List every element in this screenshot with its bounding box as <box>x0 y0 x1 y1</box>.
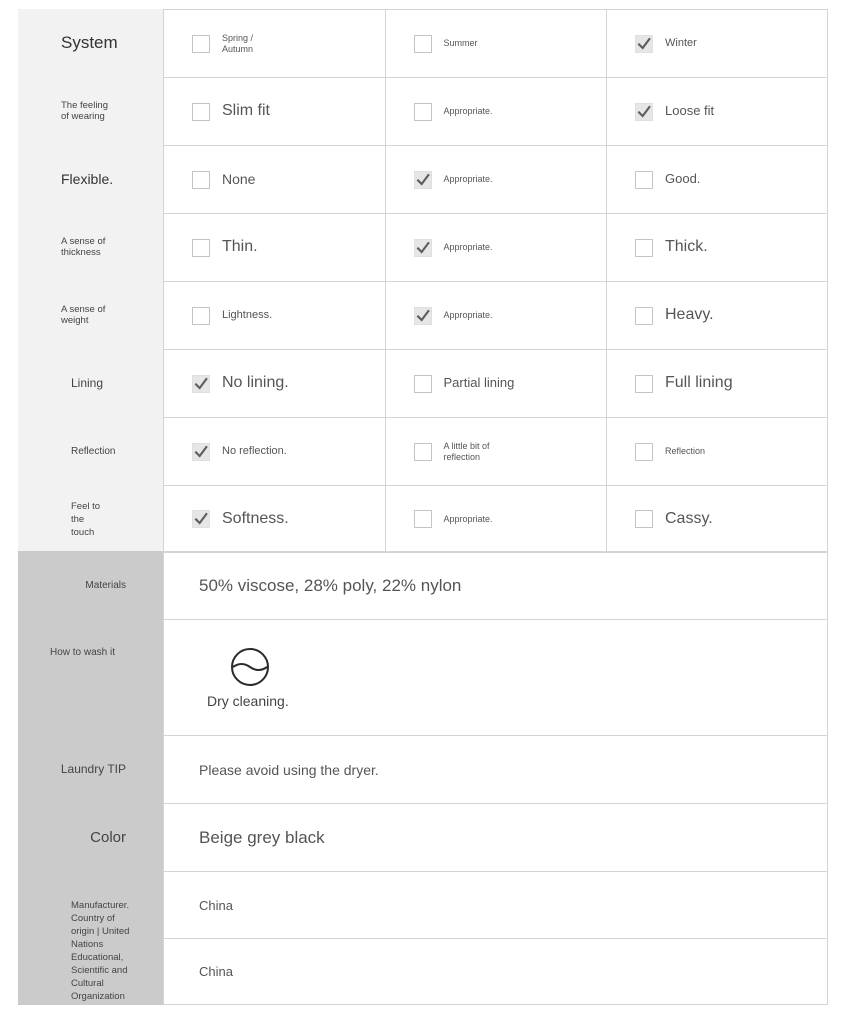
checkbox[interactable] <box>414 239 432 257</box>
option-label: None <box>222 171 256 188</box>
option-label: Appropriate. <box>443 242 493 253</box>
option-label: Appropriate. <box>443 513 493 524</box>
option-label: Spring / Autumn <box>222 33 254 54</box>
checkbox[interactable] <box>414 375 432 393</box>
checkbox[interactable] <box>635 103 653 121</box>
checkbox[interactable] <box>635 35 653 53</box>
dry-cleaning-icon <box>230 647 270 687</box>
attribute-row-system <box>18 9 828 77</box>
detail-label: Laundry TIP <box>18 735 163 803</box>
detail-label: How to wash it <box>18 619 163 735</box>
option-label: Appropriate. <box>443 174 493 185</box>
option-cell[interactable] <box>606 213 828 281</box>
detail-row-manufacturer <box>18 871 828 1005</box>
checkbox[interactable] <box>414 103 432 121</box>
option-label: Appropriate. <box>443 310 493 321</box>
detail-value: Beige grey black <box>163 803 828 871</box>
checkbox[interactable] <box>635 510 653 528</box>
option-label: Partial lining <box>443 375 515 391</box>
checkbox[interactable] <box>192 239 210 257</box>
detail-values <box>163 871 828 1005</box>
option-cell[interactable] <box>163 417 385 485</box>
option-label: Thin. <box>222 238 258 256</box>
checkmark-icon <box>415 307 431 325</box>
checkbox[interactable] <box>192 443 210 461</box>
option-label: Cassy. <box>665 509 713 527</box>
attribute-label: Reflection <box>18 417 163 485</box>
wash-method-label: Dry cleaning. <box>207 692 289 709</box>
attribute-row-thickness <box>18 213 828 281</box>
detail-value-wash <box>163 619 828 735</box>
checkmark-icon <box>193 443 209 461</box>
detail-value: 50% viscose, 28% poly, 22% nylon <box>163 551 828 619</box>
option-cell[interactable] <box>606 485 828 553</box>
option-label: Full lining <box>665 374 733 392</box>
option-cell[interactable] <box>606 349 828 417</box>
origin-value: China <box>163 938 828 1005</box>
checkbox[interactable] <box>635 375 653 393</box>
checkbox[interactable] <box>414 510 432 528</box>
option-cell[interactable] <box>163 213 385 281</box>
detail-label: Manufacturer. Country of origin | United Nations Educational, Scientific and Cultural Organization <box>18 871 163 1005</box>
detail-row-materials <box>18 551 828 619</box>
option-cell[interactable] <box>385 349 607 417</box>
checkmark-icon <box>415 239 431 257</box>
option-label: Lightness. <box>222 309 273 322</box>
option-cell[interactable] <box>606 417 828 485</box>
attribute-label: Lining <box>18 349 163 417</box>
option-cell[interactable] <box>606 77 828 145</box>
option-cell[interactable] <box>163 349 385 417</box>
option-label: Summer <box>443 38 478 49</box>
attribute-row-lining <box>18 349 828 417</box>
checkmark-icon <box>415 171 431 189</box>
option-label: Softness. <box>222 509 289 527</box>
detail-row-laundry-tip <box>18 735 828 803</box>
checkbox[interactable] <box>635 171 653 189</box>
checkbox[interactable] <box>192 510 210 528</box>
option-label: Heavy. <box>665 306 714 324</box>
checkbox[interactable] <box>414 35 432 53</box>
checkmark-icon <box>636 103 652 121</box>
detail-label: Materials <box>18 551 163 619</box>
checkmark-icon <box>193 510 209 528</box>
attribute-label: A sense of weight <box>18 281 163 349</box>
checkbox[interactable] <box>635 239 653 257</box>
checkmark-icon <box>636 35 652 53</box>
checkbox[interactable] <box>635 307 653 325</box>
option-cell[interactable] <box>163 485 385 553</box>
checkbox[interactable] <box>414 171 432 189</box>
detail-row-wash <box>18 619 828 735</box>
attribute-row-feel-to-touch <box>18 485 828 553</box>
option-label: Appropriate. <box>443 106 493 117</box>
attribute-label: Feel to the touch <box>18 485 163 553</box>
option-cell[interactable] <box>385 213 607 281</box>
option-cell[interactable] <box>385 417 607 485</box>
option-cell[interactable] <box>385 485 607 553</box>
option-cell[interactable] <box>385 9 607 77</box>
option-label: Thick. <box>665 238 708 256</box>
option-cell[interactable] <box>385 281 607 349</box>
checkbox[interactable] <box>192 171 210 189</box>
checkbox[interactable] <box>192 35 210 53</box>
attribute-row-flexible <box>18 145 828 213</box>
option-label: No reflection. <box>222 445 287 458</box>
option-label: A little bit of reflection <box>443 441 490 462</box>
attribute-label: A sense of thickness <box>18 213 163 281</box>
option-cell[interactable] <box>385 77 607 145</box>
detail-label: Color <box>18 803 163 871</box>
option-label: Winter <box>665 37 697 50</box>
option-cell[interactable] <box>163 145 385 213</box>
detail-row-color <box>18 803 828 871</box>
manufacturer-value: China <box>163 871 828 938</box>
attribute-label: The feeling of wearing <box>18 77 163 145</box>
option-label: Loose fit <box>665 103 715 119</box>
checkbox[interactable] <box>192 375 210 393</box>
checkmark-icon <box>193 375 209 393</box>
attribute-row-reflection <box>18 417 828 485</box>
checkbox[interactable] <box>192 307 210 325</box>
option-label: Good. <box>665 171 701 187</box>
checkbox[interactable] <box>414 443 432 461</box>
checkbox[interactable] <box>192 103 210 121</box>
option-cell[interactable] <box>606 145 828 213</box>
option-label: No lining. <box>222 374 289 392</box>
option-cell[interactable] <box>163 9 385 77</box>
option-cell[interactable] <box>606 281 828 349</box>
option-cell[interactable] <box>606 9 828 77</box>
detail-value: Please avoid using the dryer. <box>163 735 828 803</box>
attribute-row-weight <box>18 281 828 349</box>
attribute-label: System <box>18 9 163 77</box>
option-cell[interactable] <box>163 77 385 145</box>
option-label: Reflection <box>665 446 706 457</box>
option-label: Slim fit <box>222 102 270 120</box>
option-cell[interactable] <box>163 281 385 349</box>
checkbox[interactable] <box>414 307 432 325</box>
attribute-label: Flexible. <box>18 145 163 213</box>
option-cell[interactable] <box>385 145 607 213</box>
checkbox[interactable] <box>635 443 653 461</box>
attribute-row-feeling-of-wearing <box>18 77 828 145</box>
